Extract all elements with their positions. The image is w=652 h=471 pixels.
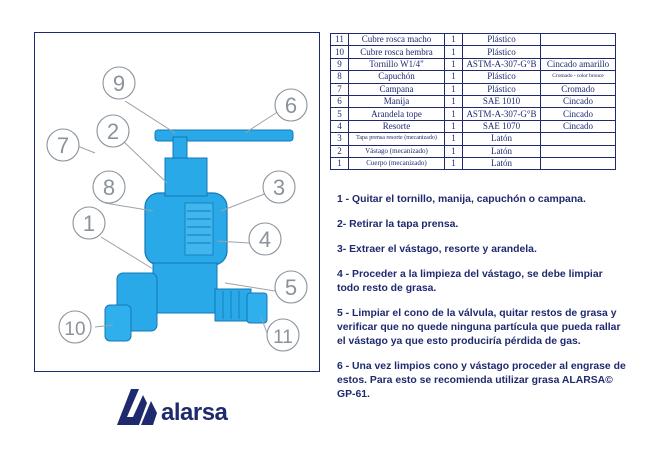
- part-finish: Cincado: [541, 108, 616, 120]
- part-name: Cubre rosca hembra: [349, 46, 445, 58]
- part-name: Cubre rosca macho: [349, 34, 445, 46]
- part-number: 9: [331, 58, 349, 70]
- part-finish: [541, 145, 616, 157]
- table-row: [331, 46, 616, 58]
- alarsa-logo-mark-icon: [115, 385, 163, 429]
- step-3: 3- Extraer el vástago, resorte y arandela.: [337, 244, 537, 255]
- callout-7: 7: [56, 133, 70, 158]
- step-6: 6 - Una vez limpios cono y vástago proceder al engrase de estos. Para esto se recomienda utilizar grasa ALARSA© GP-61.: [337, 361, 626, 400]
- part-material: Plástico: [463, 83, 541, 95]
- valve-male-cover: [247, 293, 267, 323]
- valve-exploded-diagram: [35, 33, 321, 373]
- part-material: Latón: [463, 145, 541, 157]
- part-material: ASTM-A-307-G°B: [463, 58, 541, 70]
- part-qty: 1: [445, 34, 463, 46]
- callout-10: 10: [64, 319, 86, 340]
- part-number: 4: [331, 120, 349, 132]
- part-material: SAE 1070: [463, 120, 541, 132]
- part-name: Resorte: [349, 120, 445, 132]
- callout-4: 4: [258, 227, 272, 252]
- table-row: [331, 145, 616, 157]
- alarsa-logo: [115, 385, 265, 435]
- part-number: 6: [331, 95, 349, 107]
- part-name: Manija: [349, 95, 445, 107]
- valve-female-cover: [105, 305, 131, 341]
- part-name: Campana: [349, 83, 445, 95]
- part-number: 2: [331, 145, 349, 157]
- part-finish: Cincado amarillo: [541, 58, 616, 70]
- table-row: [331, 34, 616, 46]
- part-finish: Cromado: [541, 83, 616, 95]
- part-material: Plástico: [463, 46, 541, 58]
- part-name: Vástago (mecanizado): [349, 145, 445, 157]
- part-finish: [541, 157, 616, 169]
- part-material: Plástico: [463, 71, 541, 83]
- table-row: [331, 58, 616, 70]
- part-number: 3: [331, 133, 349, 145]
- parts-list-table: [330, 33, 616, 170]
- table-row: [331, 71, 616, 83]
- part-number: 1: [331, 157, 349, 169]
- part-finish: [541, 46, 616, 58]
- part-number: 11: [331, 34, 349, 46]
- table-row: [331, 83, 616, 95]
- part-finish: [541, 34, 616, 46]
- valve-diagram-frame: [34, 32, 320, 372]
- part-number: 10: [331, 46, 349, 58]
- table-row: [331, 120, 616, 132]
- table-row: [331, 95, 616, 107]
- part-name: Arandela tope: [349, 108, 445, 120]
- part-material: Plástico: [463, 34, 541, 46]
- part-qty: 1: [445, 95, 463, 107]
- callout-9: 9: [112, 71, 126, 96]
- callout-3: 3: [272, 175, 286, 200]
- valve-male-outlet: [215, 289, 251, 321]
- part-name: Cuerpo (mecanizado): [349, 157, 445, 169]
- part-number: 5: [331, 108, 349, 120]
- table-row: [331, 108, 616, 120]
- part-number: 7: [331, 83, 349, 95]
- step-2: 2- Retirar la tapa prensa.: [337, 219, 459, 230]
- callout-2: 2: [106, 119, 120, 144]
- part-finish: Cincado: [541, 120, 616, 132]
- part-material: Latón: [463, 133, 541, 145]
- valve-neck: [165, 158, 207, 196]
- part-material: SAE 1010: [463, 95, 541, 107]
- step-1: 1 - Quitar el tornillo, manija, capuchón o campana.: [337, 194, 586, 205]
- part-material: Latón: [463, 157, 541, 169]
- part-finish: Cincado: [541, 95, 616, 107]
- part-qty: 1: [445, 46, 463, 58]
- table-row: [331, 157, 616, 169]
- table-row: [331, 133, 616, 145]
- part-qty: 1: [445, 120, 463, 132]
- part-material: ASTM-A-307-G°B: [463, 108, 541, 120]
- part-number: 8: [331, 71, 349, 83]
- part-qty: 1: [445, 58, 463, 70]
- step-5: 5 - Limpiar el cono de la válvula, quitar restos de grasa y verificar que no quede ninguna partícula que pueda rallar el vástago ya que esto produciría pérdida de gas.: [337, 308, 621, 347]
- part-name: Capuchón: [349, 71, 445, 83]
- callout-5: 5: [284, 275, 298, 300]
- part-finish: Cromado - color bronce: [541, 71, 616, 83]
- maintenance-steps: [337, 193, 627, 413]
- part-qty: 1: [445, 71, 463, 83]
- part-name: Tornillo W1/4": [349, 58, 445, 70]
- alarsa-wordmark: alarsa: [161, 399, 228, 426]
- part-qty: 1: [445, 145, 463, 157]
- callout-1: 1: [82, 211, 96, 236]
- callout-8: 8: [102, 175, 116, 200]
- part-qty: 1: [445, 108, 463, 120]
- callout-6: 6: [284, 93, 298, 118]
- step-4: 4 - Proceder a la limpieza del vástago, se debe limpiar todo resto de grasa.: [337, 269, 603, 294]
- part-qty: 1: [445, 133, 463, 145]
- part-qty: 1: [445, 83, 463, 95]
- callout-11: 11: [273, 327, 293, 348]
- part-name: Tapa prensa resorte (mecanizado): [349, 133, 445, 145]
- valve-body: [153, 263, 217, 313]
- part-qty: 1: [445, 157, 463, 169]
- part-finish: [541, 133, 616, 145]
